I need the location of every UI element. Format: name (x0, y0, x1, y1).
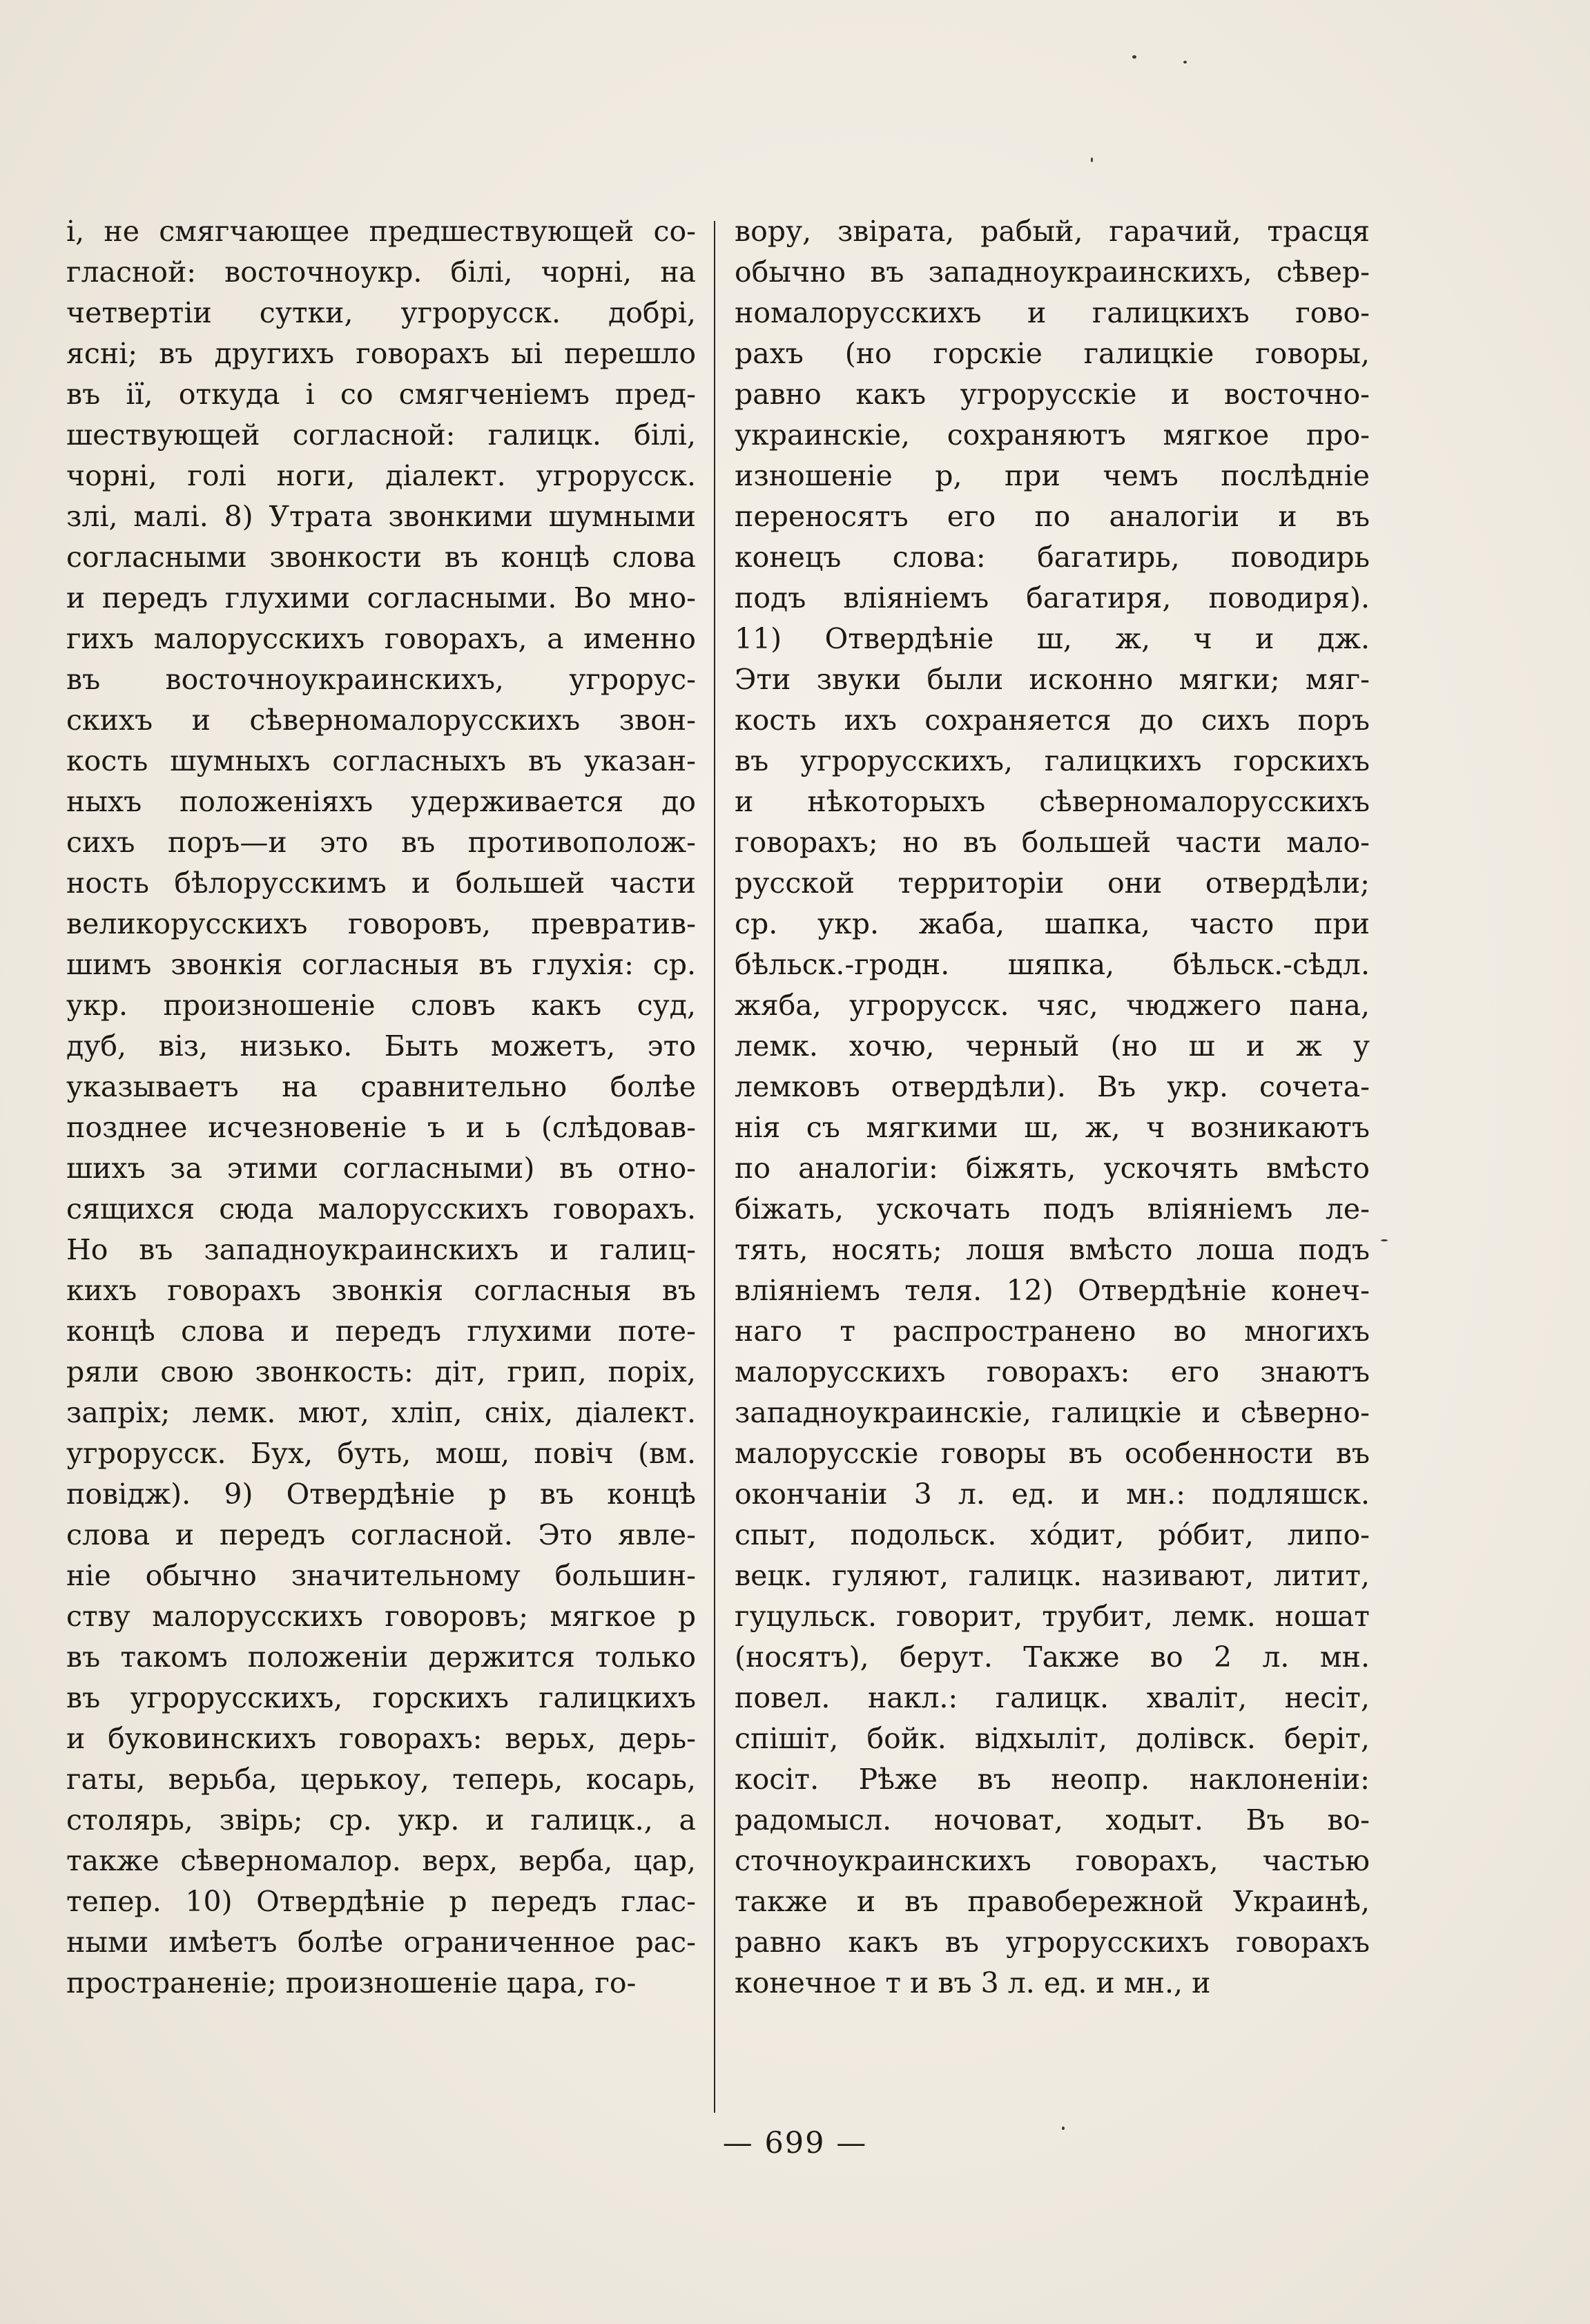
text-line: ныхъ положеніяхъ удерживается до (66, 785, 696, 818)
text-line: косіт. Рѣже въ неопр. наклоненіи: (735, 1763, 1370, 1796)
text-line: шимъ звонкія согласныя въ глухія: ср. (66, 948, 696, 981)
text-line: лемк. хочю, черный (но ш и ж у (735, 1029, 1370, 1063)
left-text-column (66, 211, 696, 2004)
text-line: (носятъ), берут. Также во 2 л. мн. (735, 1640, 1370, 1674)
text-line: спыт, подольск. хóдит, рóбит, липо- (735, 1518, 1370, 1551)
text-line: ясні; въ другихъ говорахъ ыі перешло (66, 337, 696, 370)
text-line: въ ії, откуда і со смягченіемъ пред- (66, 378, 696, 411)
ink-speck (1091, 157, 1093, 162)
ink-speck (1381, 1239, 1388, 1241)
text-line: нія съ мягкими ш, ж, ч возникаютъ (735, 1111, 1370, 1144)
text-line: наго т распространено во многихъ (735, 1315, 1370, 1348)
text-line: злі, малі. 8) Утрата звонкими шумными (66, 500, 696, 533)
text-line: радомысл. ночоват, ходыт. Въ во- (735, 1803, 1370, 1837)
text-line: гихъ малорусскихъ говорахъ, а именно (66, 622, 696, 655)
text-line: въ восточноукраинскихъ, угрорус- (66, 663, 696, 696)
text-line: тепер. 10) Отвердѣніе р передъ глас- (66, 1885, 696, 1918)
text-line: запріх; лемк. мют, хліп, сніх, діалект. (66, 1396, 696, 1429)
text-line: повел. накл.: галицк. хваліт, несіт, (735, 1681, 1370, 1714)
text-line: гуцульск. говорит, трубит, лемк. ношат (735, 1600, 1370, 1633)
text-line: подъ вліяніемъ багатиря, поводиря). (735, 581, 1370, 614)
right-text-column (735, 211, 1370, 2004)
text-line: скихъ и сѣверномалорусскихъ звон- (66, 704, 696, 737)
text-line: ряли свою звонкость: діт, грип, поріх, (66, 1355, 696, 1388)
text-line: гаты, верьба, церькоу, теперь, косарь, (66, 1763, 696, 1796)
text-line: окончаніи 3 л. ед. и мн.: подляшск. (735, 1478, 1370, 1511)
ink-speck (1132, 55, 1136, 59)
text-line: гласной: восточноукр. білі, чорні, на (66, 255, 696, 289)
text-line: ству малорусскихъ говоровъ; мягкое р (66, 1600, 696, 1633)
ink-speck (1183, 61, 1187, 64)
text-line: по аналогіи: біжять, ускочять вмѣсто (735, 1152, 1370, 1185)
text-line: і, не смягчающее предшествующей со- (66, 215, 696, 248)
text-line: равно какъ угрорусскіе и восточно- (735, 378, 1370, 411)
text-line: кость ихъ сохраняется до сихъ поръ (735, 704, 1370, 737)
text-line: біжать, ускочать подъ вліяніемъ ле- (735, 1192, 1370, 1226)
text-line: малорусскихъ говорахъ: его знаютъ (735, 1355, 1370, 1388)
text-line: говорахъ; но въ большей части мало- (735, 826, 1370, 859)
text-line: слова и передъ согласной. Это явле- (66, 1518, 696, 1551)
text-line: ность бѣлорусскимъ и большей части (66, 866, 696, 900)
text-line: жяба, угрорусск. чяс, чюджего пана, (735, 989, 1370, 1022)
text-line: бѣльск.-гродн. шяпка, бѣльск.-сѣдл. (735, 948, 1370, 981)
text-line: сихъ поръ—и это въ противополож- (66, 826, 696, 859)
text-line: шествующей согласной: галицк. білі, (66, 418, 696, 452)
text-line: кость шумныхъ согласныхъ въ указан- (66, 744, 696, 777)
text-line: сящихся сюда малорусскихъ говорахъ. (66, 1192, 696, 1226)
text-line: 11) Отвердѣніе ш, ж, ч и дж. (735, 622, 1370, 655)
text-line: обычно въ западноукраинскихъ, сѣвер- (735, 255, 1370, 289)
text-line: переносятъ его по аналогіи и въ (735, 500, 1370, 533)
text-line: рахъ (но горскіе галицкіе говоры, (735, 337, 1370, 370)
text-line: чорні, голі ноги, діалект. угрорусск. (66, 459, 696, 492)
text-line: русской территоріи они отвердѣли; (735, 866, 1370, 900)
text-line: ср. укр. жаба, шапка, часто при (735, 907, 1370, 940)
text-line: укр. произношеніе словъ какъ суд, (66, 989, 696, 1022)
column-divider (714, 221, 715, 2113)
text-line: въ угрорусскихъ, горскихъ галицкихъ (66, 1681, 696, 1714)
text-line: вору, звірата, рабый, гарачий, трасця (735, 215, 1370, 248)
text-line: Но въ западноукраинскихъ и галиц- (66, 1233, 696, 1266)
text-line: также и въ правобережной Украинѣ, (735, 1885, 1370, 1918)
text-line: номалорусскихъ и галицкихъ гово- (735, 296, 1370, 329)
text-line: великорусскихъ говоровъ, превратив- (66, 907, 696, 940)
text-line: малорусскіе говоры въ особенности въ (735, 1437, 1370, 1470)
text-line: и буковинскихъ говорахъ: верьх, дерь- (66, 1722, 696, 1755)
text-line: согласными звонкости въ концѣ слова (66, 541, 696, 574)
text-line: четвертіи сутки, угрорусск. добрі, (66, 296, 696, 329)
text-line: тять, носять; лошя вмѣсто лоша подъ (735, 1233, 1370, 1266)
text-line: повідж). 9) Отвердѣніе р въ концѣ (66, 1478, 696, 1511)
text-line: въ угрорусскихъ, галицкихъ горскихъ (735, 744, 1370, 777)
text-line: концѣ слова и передъ глухими поте- (66, 1315, 696, 1348)
text-line: спішіт, бойк. відхыліт, долівск. беріт, (735, 1722, 1370, 1755)
text-line: въ такомъ положеніи держится только (66, 1640, 696, 1674)
text-line: позднее исчезновеніе ъ и ь (слѣдовав- (66, 1111, 696, 1144)
text-line: конецъ слова: багатирь, поводирь (735, 541, 1370, 574)
text-line: конечное т и въ 3 л. ед. и мн., и (735, 1966, 1211, 1999)
text-line: ніе обычно значительному большин- (66, 1559, 696, 1592)
text-line: пространеніе; произношеніе цара, го- (66, 1966, 637, 1999)
page-number: — 699 — (722, 2126, 868, 2160)
text-line: указываетъ на сравнительно болѣе (66, 1070, 696, 1103)
text-line: также сѣверномалор. верх, верба, цар, (66, 1844, 696, 1877)
text-line: сточноукраинскихъ говорахъ, частью (735, 1844, 1370, 1877)
text-line: ными имѣетъ болѣе ограниченное рас- (66, 1926, 696, 1959)
text-line: Эти звуки были исконно мягки; мяг- (735, 663, 1370, 696)
text-line: вецк. гуляют, галицк. називают, литит, (735, 1559, 1370, 1592)
text-line: и передъ глухими согласными. Во мно- (66, 581, 696, 614)
text-line: изношеніе р, при чемъ послѣдніе (735, 459, 1370, 492)
text-line: равно какъ въ угрорусскихъ говорахъ (735, 1926, 1370, 1959)
text-line: западноукраинскіе, галицкіе и сѣверно- (735, 1396, 1370, 1429)
text-line: столярь, звірь; ср. укр. и галицк., а (66, 1803, 696, 1837)
text-line: кихъ говорахъ звонкія согласныя въ (66, 1274, 696, 1307)
text-line: лемковъ отвердѣли). Въ укр. сочета- (735, 1070, 1370, 1103)
text-line: украинскіе, сохраняютъ мягкое про- (735, 418, 1370, 452)
text-line: и нѣкоторыхъ сѣверномалорусскихъ (735, 785, 1370, 818)
text-line: дуб, віз, низько. Быть можетъ, это (66, 1029, 696, 1063)
text-line: вліяніемъ теля. 12) Отвердѣніе конеч- (735, 1274, 1370, 1307)
text-line: шихъ за этими согласными) въ отно- (66, 1152, 696, 1185)
text-line: угрорусск. Бух, буть, мош, повіч (вм. (66, 1437, 696, 1470)
